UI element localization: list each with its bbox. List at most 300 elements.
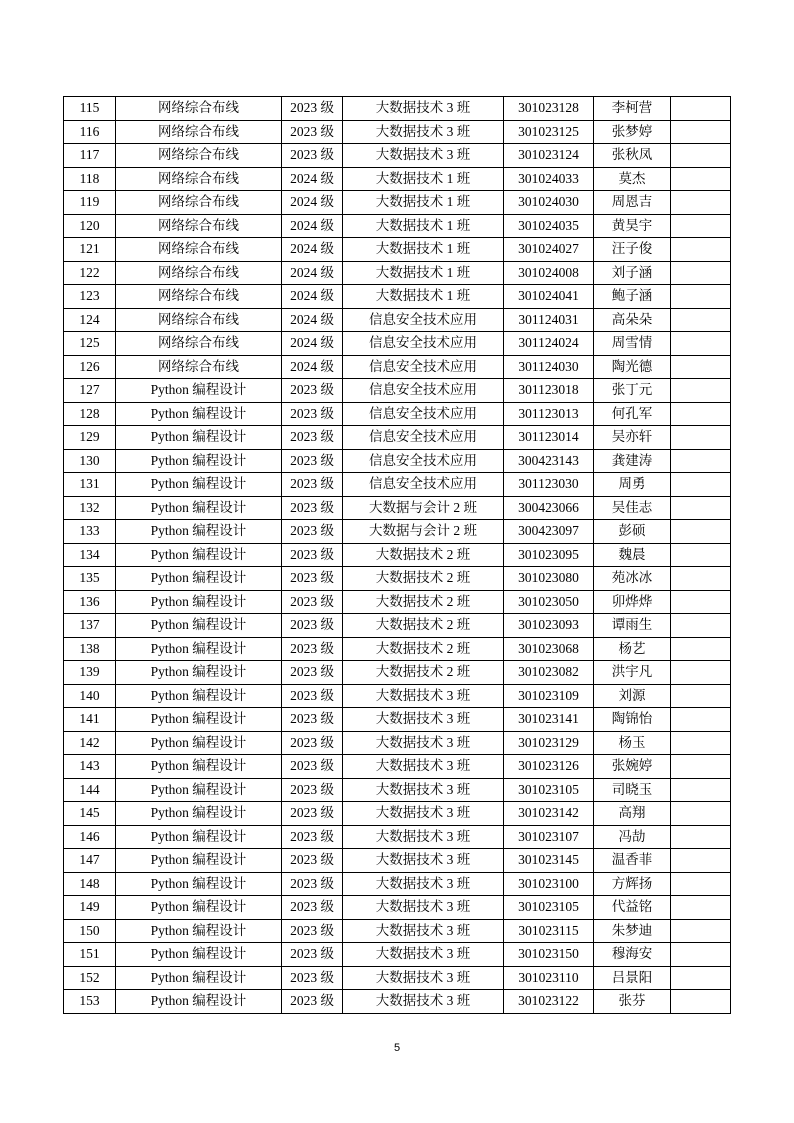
grade-year-cell: 2024 级 (282, 191, 343, 215)
table-row (64, 943, 731, 967)
table-row (64, 261, 731, 285)
student-name-cell: 汪子俊 (594, 238, 671, 262)
course-name-cell: Python 编程设计 (116, 520, 282, 544)
student-name-cell: 代益铭 (594, 896, 671, 920)
table-row (64, 966, 731, 990)
student-id-cell: 301023068 (504, 637, 594, 661)
student-id-cell: 300423066 (504, 496, 594, 520)
class-name-cell: 大数据技术 2 班 (343, 614, 504, 638)
remarks-cell (671, 872, 731, 896)
class-name-cell: 大数据技术 3 班 (343, 731, 504, 755)
student-name-cell: 黄昊宇 (594, 214, 671, 238)
student-id-cell: 301023142 (504, 802, 594, 826)
student-name-cell: 穆海安 (594, 943, 671, 967)
grade-year-cell: 2024 级 (282, 214, 343, 238)
student-name-cell: 卯烨烨 (594, 590, 671, 614)
course-name-cell: Python 编程设计 (116, 402, 282, 426)
remarks-cell (671, 308, 731, 332)
remarks-cell (671, 355, 731, 379)
student-id-cell: 301124031 (504, 308, 594, 332)
student-id-cell: 301024030 (504, 191, 594, 215)
row-number-cell: 152 (64, 966, 116, 990)
student-name-cell: 高朵朵 (594, 308, 671, 332)
class-name-cell: 大数据技术 3 班 (343, 144, 504, 168)
row-number-cell: 132 (64, 496, 116, 520)
grade-year-cell: 2024 级 (282, 308, 343, 332)
student-id-cell: 301023105 (504, 896, 594, 920)
student-name-cell: 高翔 (594, 802, 671, 826)
class-name-cell: 大数据技术 2 班 (343, 661, 504, 685)
student-id-cell: 301023109 (504, 684, 594, 708)
row-number-cell: 125 (64, 332, 116, 356)
grade-year-cell: 2024 级 (282, 355, 343, 379)
student-name-cell: 周勇 (594, 473, 671, 497)
student-id-cell: 301023150 (504, 943, 594, 967)
remarks-cell (671, 778, 731, 802)
row-number-cell: 137 (64, 614, 116, 638)
course-name-cell: Python 编程设计 (116, 473, 282, 497)
table-row (64, 449, 731, 473)
remarks-cell (671, 755, 731, 779)
student-id-cell: 301024027 (504, 238, 594, 262)
student-id-cell: 300423143 (504, 449, 594, 473)
student-id-cell: 301123014 (504, 426, 594, 450)
grade-year-cell: 2024 级 (282, 285, 343, 309)
student-id-cell: 301024008 (504, 261, 594, 285)
remarks-cell (671, 661, 731, 685)
student-name-cell: 温香菲 (594, 849, 671, 873)
class-name-cell: 大数据技术 3 班 (343, 97, 504, 121)
course-name-cell: Python 编程设计 (116, 449, 282, 473)
class-name-cell: 信息安全技术应用 (343, 426, 504, 450)
row-number-cell: 119 (64, 191, 116, 215)
table-row (64, 849, 731, 873)
student-id-cell: 301123013 (504, 402, 594, 426)
student-name-cell: 陶光德 (594, 355, 671, 379)
row-number-cell: 135 (64, 567, 116, 591)
course-name-cell: 网络综合布线 (116, 97, 282, 121)
student-name-cell: 谭雨生 (594, 614, 671, 638)
course-name-cell: Python 编程设计 (116, 872, 282, 896)
remarks-cell (671, 943, 731, 967)
student-name-cell: 张丁元 (594, 379, 671, 403)
grade-year-cell: 2023 级 (282, 778, 343, 802)
student-course-table (63, 96, 731, 1014)
row-number-cell: 116 (64, 120, 116, 144)
remarks-cell (671, 731, 731, 755)
student-id-cell: 301124030 (504, 355, 594, 379)
student-id-cell: 301023129 (504, 731, 594, 755)
student-name-cell: 刘源 (594, 684, 671, 708)
course-name-cell: Python 编程设计 (116, 496, 282, 520)
row-number-cell: 131 (64, 473, 116, 497)
grade-year-cell: 2023 级 (282, 896, 343, 920)
table-row (64, 97, 731, 121)
remarks-cell (671, 637, 731, 661)
course-name-cell: Python 编程设计 (116, 614, 282, 638)
course-name-cell: Python 编程设计 (116, 426, 282, 450)
grade-year-cell: 2023 级 (282, 402, 343, 426)
remarks-cell (671, 426, 731, 450)
row-number-cell: 130 (64, 449, 116, 473)
student-name-cell: 鲍子涵 (594, 285, 671, 309)
student-id-cell: 301023100 (504, 872, 594, 896)
grade-year-cell: 2023 级 (282, 590, 343, 614)
grade-year-cell: 2023 级 (282, 802, 343, 826)
course-name-cell: Python 编程设计 (116, 990, 282, 1014)
table-row (64, 496, 731, 520)
student-id-cell: 301023107 (504, 825, 594, 849)
remarks-cell (671, 590, 731, 614)
remarks-cell (671, 825, 731, 849)
class-name-cell: 大数据技术 3 班 (343, 708, 504, 732)
class-name-cell: 大数据与会计 2 班 (343, 520, 504, 544)
table-row (64, 590, 731, 614)
remarks-cell (671, 966, 731, 990)
row-number-cell: 146 (64, 825, 116, 849)
course-name-cell: 网络综合布线 (116, 308, 282, 332)
student-id-cell: 301024041 (504, 285, 594, 309)
class-name-cell: 信息安全技术应用 (343, 308, 504, 332)
student-id-cell: 301123018 (504, 379, 594, 403)
table-row (64, 308, 731, 332)
row-number-cell: 127 (64, 379, 116, 403)
row-number-cell: 138 (64, 637, 116, 661)
table-row (64, 896, 731, 920)
student-id-cell: 301023141 (504, 708, 594, 732)
student-id-cell: 301023126 (504, 755, 594, 779)
row-number-cell: 139 (64, 661, 116, 685)
row-number-cell: 115 (64, 97, 116, 121)
row-number-cell: 134 (64, 543, 116, 567)
table-row (64, 802, 731, 826)
student-name-cell: 吴佳志 (594, 496, 671, 520)
grade-year-cell: 2023 级 (282, 97, 343, 121)
course-name-cell: Python 编程设计 (116, 943, 282, 967)
grade-year-cell: 2023 级 (282, 567, 343, 591)
table-row (64, 872, 731, 896)
class-name-cell: 大数据技术 3 班 (343, 120, 504, 144)
class-name-cell: 大数据技术 1 班 (343, 167, 504, 191)
grade-year-cell: 2023 级 (282, 473, 343, 497)
remarks-cell (671, 614, 731, 638)
grade-year-cell: 2024 级 (282, 261, 343, 285)
remarks-cell (671, 543, 731, 567)
grade-year-cell: 2023 级 (282, 684, 343, 708)
grade-year-cell: 2024 级 (282, 238, 343, 262)
row-number-cell: 122 (64, 261, 116, 285)
remarks-cell (671, 214, 731, 238)
student-name-cell: 方辉扬 (594, 872, 671, 896)
student-id-cell: 301023095 (504, 543, 594, 567)
student-name-cell: 莫杰 (594, 167, 671, 191)
class-name-cell: 大数据技术 1 班 (343, 191, 504, 215)
table-row (64, 919, 731, 943)
table-row (64, 402, 731, 426)
course-name-cell: 网络综合布线 (116, 120, 282, 144)
remarks-cell (671, 496, 731, 520)
class-name-cell: 大数据技术 3 班 (343, 849, 504, 873)
grade-year-cell: 2024 级 (282, 332, 343, 356)
grade-year-cell: 2023 级 (282, 426, 343, 450)
student-id-cell: 301123030 (504, 473, 594, 497)
student-name-cell: 司晓玉 (594, 778, 671, 802)
page-number: 5 (393, 1042, 401, 1054)
grade-year-cell: 2024 级 (282, 167, 343, 191)
grade-year-cell: 2023 级 (282, 520, 343, 544)
remarks-cell (671, 802, 731, 826)
grade-year-cell: 2023 级 (282, 990, 343, 1014)
student-name-cell: 吕景阳 (594, 966, 671, 990)
course-name-cell: 网络综合布线 (116, 238, 282, 262)
row-number-cell: 118 (64, 167, 116, 191)
course-name-cell: 网络综合布线 (116, 214, 282, 238)
student-id-cell: 301024035 (504, 214, 594, 238)
table-row (64, 332, 731, 356)
table-row (64, 214, 731, 238)
student-id-cell: 301023115 (504, 919, 594, 943)
remarks-cell (671, 708, 731, 732)
remarks-cell (671, 990, 731, 1014)
class-name-cell: 信息安全技术应用 (343, 379, 504, 403)
student-name-cell: 李柯营 (594, 97, 671, 121)
grade-year-cell: 2023 级 (282, 849, 343, 873)
row-number-cell: 148 (64, 872, 116, 896)
class-name-cell: 大数据与会计 2 班 (343, 496, 504, 520)
student-name-cell: 冯劼 (594, 825, 671, 849)
remarks-cell (671, 896, 731, 920)
student-id-cell: 301023093 (504, 614, 594, 638)
remarks-cell (671, 238, 731, 262)
remarks-cell (671, 684, 731, 708)
course-name-cell: 网络综合布线 (116, 167, 282, 191)
class-name-cell: 大数据技术 2 班 (343, 567, 504, 591)
student-name-cell: 张秋凤 (594, 144, 671, 168)
grade-year-cell: 2023 级 (282, 543, 343, 567)
row-number-cell: 142 (64, 731, 116, 755)
class-name-cell: 大数据技术 1 班 (343, 214, 504, 238)
course-name-cell: Python 编程设计 (116, 661, 282, 685)
class-name-cell: 大数据技术 3 班 (343, 990, 504, 1014)
remarks-cell (671, 379, 731, 403)
grade-year-cell: 2023 级 (282, 120, 343, 144)
table-row (64, 567, 731, 591)
grade-year-cell: 2023 级 (282, 449, 343, 473)
remarks-cell (671, 520, 731, 544)
grade-year-cell: 2023 级 (282, 755, 343, 779)
student-name-cell: 何孔军 (594, 402, 671, 426)
student-name-cell: 杨艺 (594, 637, 671, 661)
student-name-cell: 苑冰冰 (594, 567, 671, 591)
table-row (64, 426, 731, 450)
table-row (64, 543, 731, 567)
row-number-cell: 121 (64, 238, 116, 262)
student-name-cell: 杨玉 (594, 731, 671, 755)
grade-year-cell: 2023 级 (282, 661, 343, 685)
table-row (64, 285, 731, 309)
grade-year-cell: 2023 级 (282, 919, 343, 943)
row-number-cell: 143 (64, 755, 116, 779)
student-id-cell: 301023110 (504, 966, 594, 990)
student-name-cell: 彭硕 (594, 520, 671, 544)
student-id-cell: 301023128 (504, 97, 594, 121)
row-number-cell: 147 (64, 849, 116, 873)
course-name-cell: Python 编程设计 (116, 825, 282, 849)
student-name-cell: 张芬 (594, 990, 671, 1014)
class-name-cell: 大数据技术 2 班 (343, 637, 504, 661)
class-name-cell: 大数据技术 3 班 (343, 896, 504, 920)
table-row (64, 990, 731, 1014)
student-name-cell: 魏晨 (594, 543, 671, 567)
class-name-cell: 大数据技术 1 班 (343, 285, 504, 309)
class-name-cell: 信息安全技术应用 (343, 473, 504, 497)
course-name-cell: 网络综合布线 (116, 355, 282, 379)
class-name-cell: 大数据技术 3 班 (343, 825, 504, 849)
student-name-cell: 陶锦怡 (594, 708, 671, 732)
row-number-cell: 123 (64, 285, 116, 309)
remarks-cell (671, 144, 731, 168)
course-name-cell: Python 编程设计 (116, 966, 282, 990)
student-name-cell: 龚建涛 (594, 449, 671, 473)
grade-year-cell: 2023 级 (282, 943, 343, 967)
grade-year-cell: 2023 级 (282, 825, 343, 849)
grade-year-cell: 2023 级 (282, 872, 343, 896)
course-name-cell: Python 编程设计 (116, 567, 282, 591)
class-name-cell: 信息安全技术应用 (343, 332, 504, 356)
course-name-cell: 网络综合布线 (116, 191, 282, 215)
table-row (64, 614, 731, 638)
student-name-cell: 刘子涵 (594, 261, 671, 285)
class-name-cell: 大数据技术 3 班 (343, 919, 504, 943)
class-name-cell: 大数据技术 3 班 (343, 802, 504, 826)
grade-year-cell: 2023 级 (282, 731, 343, 755)
row-number-cell: 153 (64, 990, 116, 1014)
row-number-cell: 133 (64, 520, 116, 544)
student-id-cell: 301023145 (504, 849, 594, 873)
grade-year-cell: 2023 级 (282, 966, 343, 990)
student-name-cell: 周雪情 (594, 332, 671, 356)
course-name-cell: Python 编程设计 (116, 731, 282, 755)
course-name-cell: 网络综合布线 (116, 261, 282, 285)
row-number-cell: 129 (64, 426, 116, 450)
student-id-cell: 300423097 (504, 520, 594, 544)
student-name-cell: 洪宇凡 (594, 661, 671, 685)
table-row (64, 120, 731, 144)
table-row (64, 238, 731, 262)
student-id-cell: 301024033 (504, 167, 594, 191)
student-id-cell: 301023105 (504, 778, 594, 802)
table-row (64, 167, 731, 191)
class-name-cell: 大数据技术 3 班 (343, 755, 504, 779)
table-row (64, 473, 731, 497)
course-name-cell: Python 编程设计 (116, 919, 282, 943)
remarks-cell (671, 402, 731, 426)
row-number-cell: 120 (64, 214, 116, 238)
table-row (64, 755, 731, 779)
class-name-cell: 信息安全技术应用 (343, 449, 504, 473)
student-name-cell: 张梦婷 (594, 120, 671, 144)
class-name-cell: 大数据技术 2 班 (343, 543, 504, 567)
table-row (64, 731, 731, 755)
class-name-cell: 大数据技术 3 班 (343, 966, 504, 990)
remarks-cell (671, 449, 731, 473)
class-name-cell: 大数据技术 2 班 (343, 590, 504, 614)
grade-year-cell: 2023 级 (282, 496, 343, 520)
student-id-cell: 301023080 (504, 567, 594, 591)
row-number-cell: 145 (64, 802, 116, 826)
student-id-cell: 301023122 (504, 990, 594, 1014)
row-number-cell: 124 (64, 308, 116, 332)
remarks-cell (671, 167, 731, 191)
table-row (64, 520, 731, 544)
student-name-cell: 朱梦迪 (594, 919, 671, 943)
row-number-cell: 144 (64, 778, 116, 802)
table-row (64, 191, 731, 215)
remarks-cell (671, 332, 731, 356)
course-name-cell: 网络综合布线 (116, 285, 282, 309)
row-number-cell: 150 (64, 919, 116, 943)
student-course-table-container (63, 96, 731, 1014)
course-name-cell: Python 编程设计 (116, 755, 282, 779)
course-name-cell: Python 编程设计 (116, 684, 282, 708)
row-number-cell: 151 (64, 943, 116, 967)
class-name-cell: 信息安全技术应用 (343, 355, 504, 379)
course-name-cell: Python 编程设计 (116, 896, 282, 920)
student-id-cell: 301023124 (504, 144, 594, 168)
course-name-cell: Python 编程设计 (116, 849, 282, 873)
course-name-cell: 网络综合布线 (116, 144, 282, 168)
row-number-cell: 128 (64, 402, 116, 426)
table-row (64, 708, 731, 732)
row-number-cell: 149 (64, 896, 116, 920)
course-name-cell: Python 编程设计 (116, 802, 282, 826)
table-row (64, 379, 731, 403)
grade-year-cell: 2023 级 (282, 614, 343, 638)
table-row (64, 144, 731, 168)
course-name-cell: Python 编程设计 (116, 543, 282, 567)
course-name-cell: Python 编程设计 (116, 379, 282, 403)
grade-year-cell: 2023 级 (282, 637, 343, 661)
course-name-cell: Python 编程设计 (116, 637, 282, 661)
grade-year-cell: 2023 级 (282, 379, 343, 403)
student-id-cell: 301023050 (504, 590, 594, 614)
table-row (64, 825, 731, 849)
course-name-cell: 网络综合布线 (116, 332, 282, 356)
remarks-cell (671, 567, 731, 591)
class-name-cell: 大数据技术 3 班 (343, 943, 504, 967)
course-name-cell: Python 编程设计 (116, 708, 282, 732)
row-number-cell: 126 (64, 355, 116, 379)
course-name-cell: Python 编程设计 (116, 590, 282, 614)
table-row (64, 355, 731, 379)
remarks-cell (671, 473, 731, 497)
student-name-cell: 张婉婷 (594, 755, 671, 779)
row-number-cell: 136 (64, 590, 116, 614)
grade-year-cell: 2023 级 (282, 144, 343, 168)
class-name-cell: 大数据技术 3 班 (343, 778, 504, 802)
table-row (64, 637, 731, 661)
student-name-cell: 吴亦轩 (594, 426, 671, 450)
remarks-cell (671, 97, 731, 121)
class-name-cell: 信息安全技术应用 (343, 402, 504, 426)
student-id-cell: 301023082 (504, 661, 594, 685)
table-row (64, 778, 731, 802)
student-name-cell: 周恩吉 (594, 191, 671, 215)
remarks-cell (671, 849, 731, 873)
class-name-cell: 大数据技术 1 班 (343, 261, 504, 285)
remarks-cell (671, 261, 731, 285)
remarks-cell (671, 919, 731, 943)
